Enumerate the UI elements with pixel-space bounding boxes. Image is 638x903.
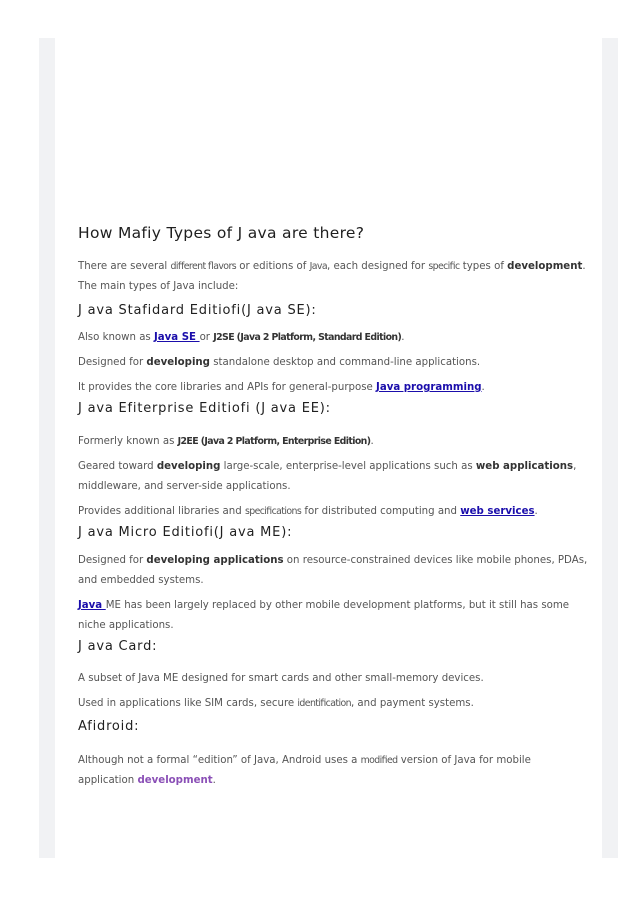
se-keyword: J2SE (Java 2 Platform, Standard Edition) [213, 332, 402, 343]
ee-text: . [534, 506, 538, 517]
se-keyword: developing [146, 357, 210, 368]
ee-paragraph-1 [78, 432, 588, 452]
se-text: It provides the core libraries and APIs for general-purpose [78, 382, 377, 393]
me-paragraph-2 [78, 596, 588, 636]
ee-text: speciﬁcations [244, 506, 302, 517]
intro-text: . The main types of Java include: [78, 261, 586, 292]
intro-text: types of [459, 261, 508, 272]
intro-text: , each designed for [327, 261, 429, 272]
section-heading-android: Afidroid: [78, 719, 140, 734]
se-text: standalone desktop and command-line applications. [209, 357, 481, 368]
me-paragraph-1 [78, 551, 588, 591]
ee-text: Formerly known as [78, 436, 178, 447]
card-text: , and payment systems. [350, 698, 474, 709]
se-text: . [481, 382, 485, 393]
me-text: ME has been largely replaced by other mobile development platforms, but it still has some niche applications. [78, 600, 570, 631]
intro-keyword: development [507, 261, 583, 272]
me-keyword: developing applications [146, 555, 284, 566]
link-web-services[interactable]: web services [460, 506, 535, 517]
card-paragraph-2 [78, 694, 588, 714]
ee-text: for distributed computing and [301, 506, 461, 517]
card-text: Used in applications like SIM cards, secure [78, 698, 298, 709]
se-paragraph-3 [78, 378, 588, 398]
link-java-programming[interactable]: Java programming [376, 382, 482, 393]
page-title: How Mafiy Types of J ava are there? [78, 224, 365, 242]
page-margin-right [602, 38, 618, 858]
page-margin-left [39, 38, 55, 858]
intro-text: There are several [78, 261, 171, 272]
intro-paragraph [78, 257, 588, 297]
ee-text: Geared toward [78, 461, 157, 472]
ee-paragraph-2 [78, 457, 588, 497]
ee-text: large-scale, enterprise-level applications such as [220, 461, 476, 472]
me-text: on resource-constrained devices like mobile phones, PDAs, and embedded systems. [78, 555, 588, 586]
se-paragraph-1 [78, 328, 588, 348]
se-text: or [199, 332, 214, 343]
android-text: version of Java for mobile application [78, 755, 531, 786]
android-text: Although not a formal “edition” of Java, Android uses a [78, 755, 361, 766]
ee-paragraph-3 [78, 502, 588, 522]
android-paragraph-1 [78, 751, 588, 791]
ee-keyword: J2EE (Java 2 Platform, Enterprise Edition) [177, 436, 371, 447]
intro-text: or editions of [236, 261, 310, 272]
link-java-se[interactable]: Java SE [153, 332, 200, 343]
se-paragraph-2 [78, 353, 588, 373]
section-heading-java-me: J ava Micro Editiofi(J ava ME): [78, 525, 293, 540]
intro-text: Java [309, 261, 327, 272]
section-heading-java-se: J ava Stafidard Editiofi(J ava SE): [78, 303, 317, 318]
ee-text: . [370, 436, 374, 447]
me-text: Designed for [78, 555, 147, 566]
card-paragraph-1: A subset of Java ME designed for smart cards and other small-memory devices. [78, 673, 484, 684]
article-body [78, 224, 588, 791]
se-text: Also known as [78, 332, 154, 343]
android-keyword: development [137, 775, 213, 786]
section-heading-java-card: J ava Card: [78, 639, 158, 654]
android-text: . [212, 775, 216, 786]
intro-text: speciﬁc [428, 261, 460, 272]
section-heading-java-ee: J ava Efiterprise Editiofi (J ava EE): [78, 401, 331, 416]
se-text: Designed for [78, 357, 147, 368]
ee-text: Provides additional libraries and [78, 506, 245, 517]
android-text: modiﬁed [360, 755, 398, 766]
ee-keyword: developing [156, 461, 221, 472]
ee-keyword: web applications [475, 461, 574, 472]
ee-text: , middleware, and server-side applications. [78, 461, 577, 492]
link-java[interactable]: Java [78, 600, 106, 611]
card-text: identiﬁcation [297, 698, 351, 709]
se-text: . [401, 332, 405, 343]
intro-text: diﬀerent ﬂavors [170, 261, 236, 272]
